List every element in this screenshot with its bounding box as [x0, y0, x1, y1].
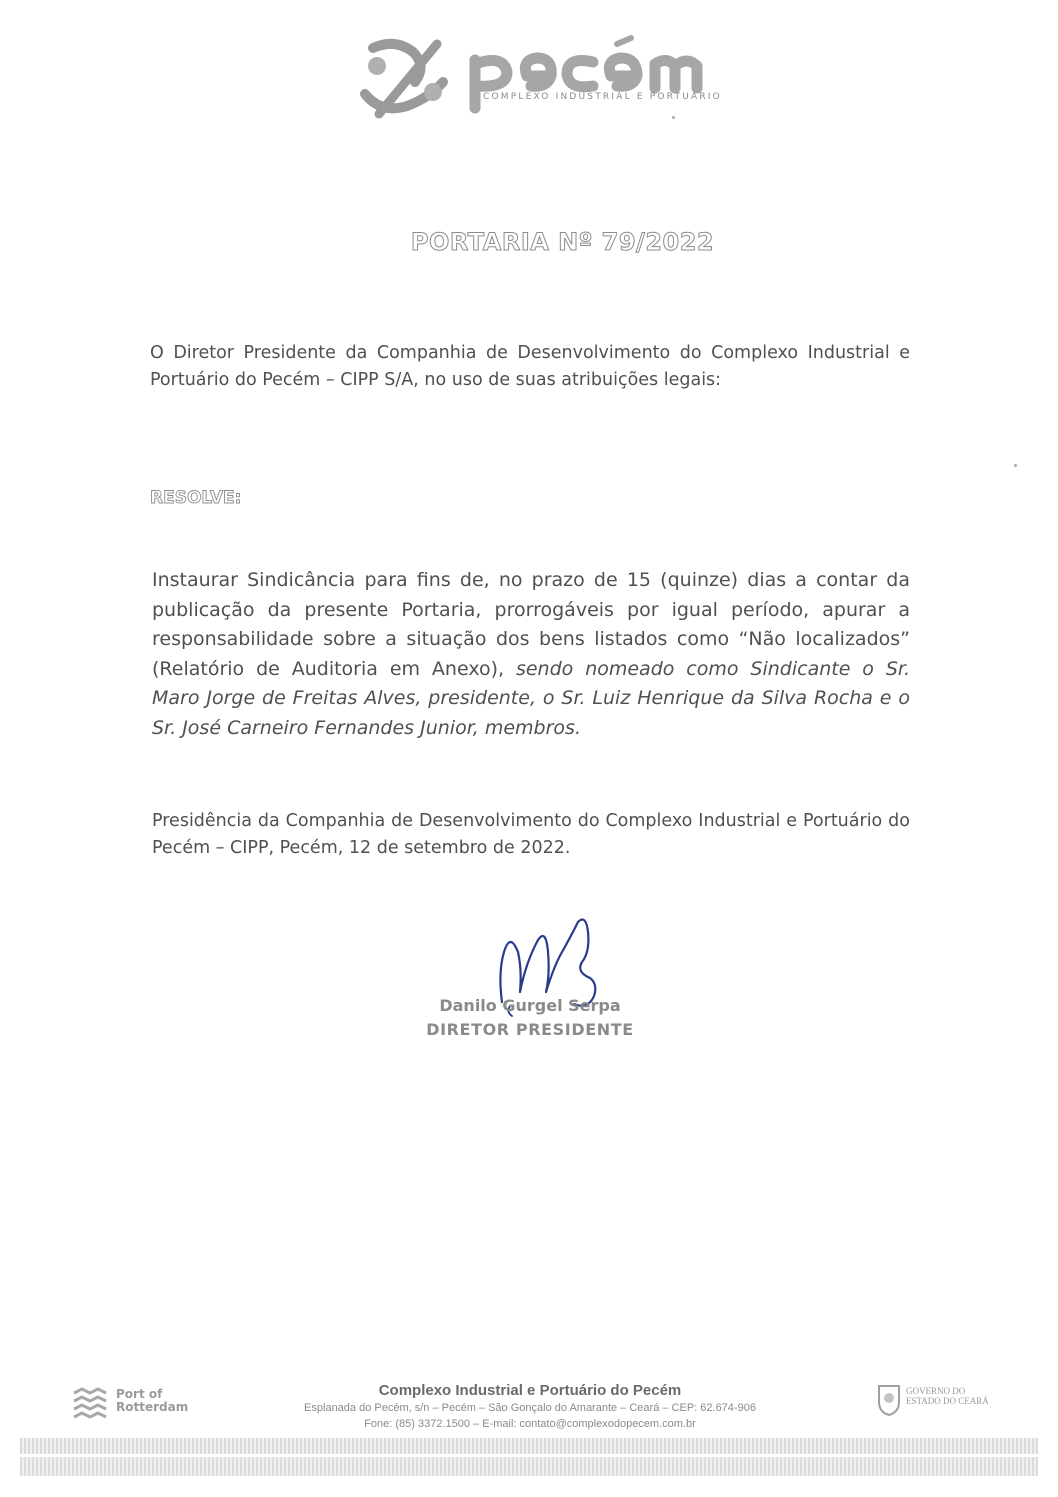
- intro-line: O Diretor Presidente da Companhia de Desenvolvimento do Complexo Industrial e: [150, 343, 910, 363]
- rotterdam-icon: [70, 1385, 110, 1421]
- body-line: Sr. José Carneiro Fernandes Junior, membros.: [152, 716, 581, 739]
- scan-speck: [1014, 464, 1017, 467]
- body-line: Instaurar Sindicância para fins de, no prazo de 15 (quinze) dias a contar da: [152, 569, 910, 591]
- signer-role: DIRETOR PRESIDENTE: [426, 1020, 634, 1039]
- closing-paragraph: [152, 808, 910, 862]
- body-line: responsabilidade sobre a situação dos bens listados como “Não localizados”: [152, 628, 910, 650]
- footer-address: Esplanada do Pecém, s/n – Pecém – São Gonçalo do Amarante – Ceará – CEP: 62.674-906: [304, 1402, 756, 1414]
- closing-line: Presidência da Companhia de Desenvolvimento do Complexo Industrial e Portuário do: [152, 811, 910, 831]
- scan-speck: [672, 116, 675, 119]
- resolution-paragraph: [152, 566, 910, 743]
- intro-paragraph: [150, 340, 910, 394]
- signer-name: Danilo Gurgel Serpa: [439, 996, 621, 1015]
- logo-tagline: COMPLEXO INDUSTRIAL E PORTUÁRIO: [483, 92, 722, 102]
- footer-organization: Complexo Industrial e Portuário do Pecém: [378, 1382, 682, 1399]
- pecem-logo: [355, 30, 722, 125]
- governo-ceara-logo: [876, 1382, 1016, 1422]
- closing-line: Pecém – CIPP, Pecém, 12 de setembro de 2022.: [152, 838, 571, 858]
- state-seal-icon: [876, 1382, 902, 1416]
- partner-name: Port of Rotterdam: [116, 1387, 189, 1414]
- footer-band: [20, 1438, 1038, 1476]
- resolve-heading: RESOLVE:: [150, 488, 242, 508]
- pecem-logo-mark: [355, 30, 715, 125]
- intro-line: Portuário do Pecém – CIPP S/A, no uso de suas atribuições legais:: [150, 370, 722, 390]
- body-line: (Relatório de Auditoria em Anexo), sendo nomeado como Sindicante o Sr.: [152, 657, 910, 680]
- body-line: publicação da presente Portaria, prorrogáveis por igual período, apurar a: [152, 598, 910, 621]
- body-line: Maro Jorge de Freitas Alves, presidente, o Sr. Luiz Henrique da Silva Rocha e o: [152, 687, 910, 709]
- document-title: PORTARIA Nº 79/2022: [410, 228, 715, 256]
- footer-contact: Fone: (85) 3372.1500 – E-mail: contato@complexodopecem.com.br: [364, 1418, 696, 1430]
- government-name: GOVERNO DO ESTADO DO CEARÁ: [906, 1386, 989, 1406]
- port-of-rotterdam-logo: [70, 1385, 210, 1425]
